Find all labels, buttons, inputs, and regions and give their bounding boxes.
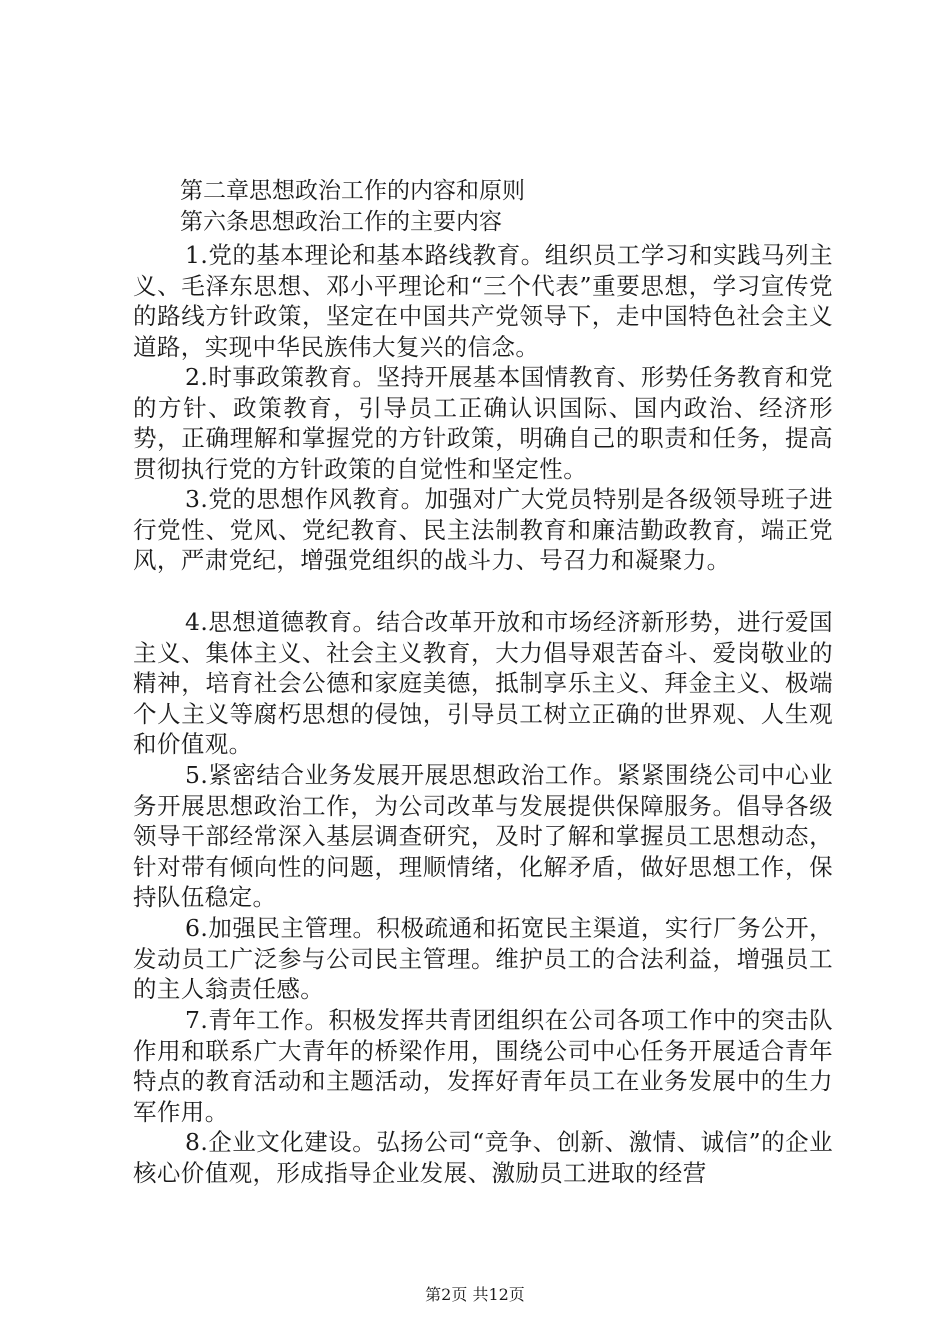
paragraph-4: 4.思想道德教育。结合改革开放和市场经济新形势，进行爱国主义、集体主义、社会主义教育，大力倡导艰苦奋斗、爱岗敬业的精神，培育社会公德和家庭美德，抵制享乐主义、拜金主义、极端个人主义等腐朽思想的侵蚀，引导员工树立正确的世界观、人生观和价值观。 xyxy=(133,608,833,759)
paragraph-7: 7.青年工作。积极发挥共青团组织在公司各项工作中的突击队作用和联系广大青年的桥梁作用，围绕公司中心任务开展适合青年特点的教育活动和主题活动，发挥好青年员工在业务发展中的生力军作用。 xyxy=(133,1006,833,1126)
article-title: 第六条思想政治工作的主要内容 xyxy=(180,209,502,235)
paragraph-3: 3.党的思想作风教育。加强对广大党员特别是各级领导班子进行党性、党风、党纪教育、民主法制教育和廉洁勤政教育，端正党风，严肃党纪，增强党组织的战斗力、号召力和凝聚力。 xyxy=(133,485,833,575)
paragraph-5: 5.紧密结合业务发展开展思想政治工作。紧紧围绕公司中心业务开展思想政治工作，为公司改革与发展提供保障服务。倡导各级领导干部经常深入基层调查研究，及时了解和掌握员工思想动态，针对带有倾向性的问题，理顺情绪，化解矛盾，做好思想工作，保持队伍稳定。 xyxy=(133,761,833,912)
chapter-title: 第二章思想政治工作的内容和原则 xyxy=(180,178,525,204)
paragraph-2: 2.时事政策教育。坚持开展基本国情教育、形势任务教育和党的方针、政策教育，引导员工正确认识国际、国内政治、经济形势，正确理解和掌握党的方针政策，明确自己的职责和任务，提高贯彻执行党的方针政策的自觉性和坚定性。 xyxy=(133,363,833,483)
paragraph-6: 6.加强民主管理。积极疏通和拓宽民主渠道，实行厂务公开，发动员工广泛参与公司民主管理。维护员工的合法利益，增强员工的主人翁责任感。 xyxy=(133,914,833,1004)
page-number: 第2页 共12页 xyxy=(425,1285,525,1304)
paragraph-8: 8.企业文化建设。弘扬公司“竞争、创新、激情、诚信”的企业核心价值观，形成指导企业发展、激励员工进取的经营 xyxy=(133,1128,833,1187)
paragraph-1: 1.党的基本理论和基本路线教育。组织员工学习和实践马列主义、毛泽东思想、邓小平理论和“三个代表”重要思想，学习宣传党的路线方针政策，坚定在中国共产党领导下，走中国特色社会主义道路，实现中华民族伟大复兴的信念。 xyxy=(133,241,833,361)
